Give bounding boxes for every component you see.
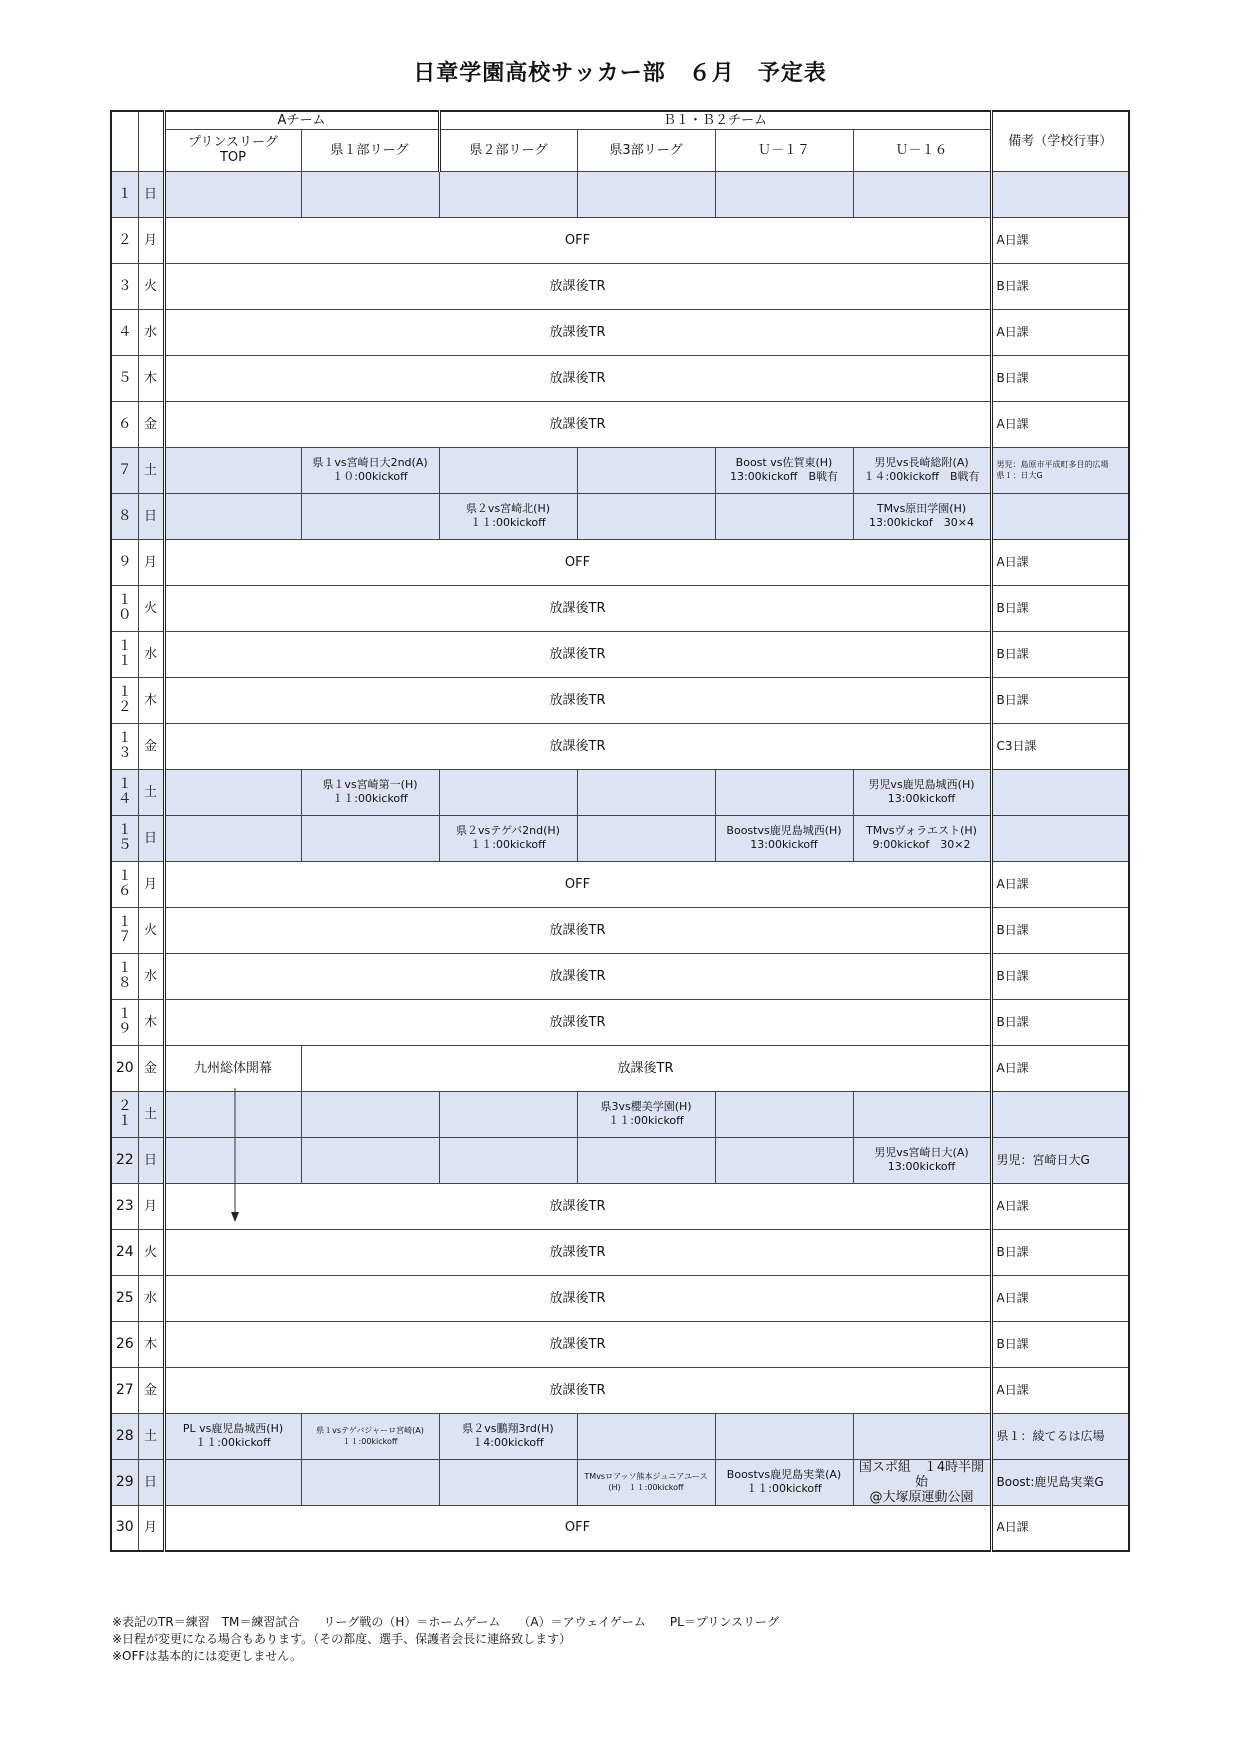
day-number: １８: [111, 953, 138, 999]
all-team-activity: 放課後TR: [164, 1321, 991, 1367]
schedule-row: [111, 999, 1129, 1045]
pref-div2-cell: 県２vs鵬翔3rd(H) １4:00kickoff: [439, 1413, 577, 1459]
weekday: 月: [138, 861, 164, 907]
pref-div3-cell: [577, 815, 715, 861]
all-team-activity: 放課後TR: [164, 631, 991, 677]
header-blank: [111, 111, 138, 171]
day-number: 20: [111, 1045, 138, 1091]
remarks-cell: C3日課: [991, 723, 1129, 769]
weekday: 火: [138, 585, 164, 631]
all-team-activity: 放課後TR: [164, 723, 991, 769]
day-number: １１: [111, 631, 138, 677]
schedule-row: [111, 1183, 1129, 1229]
pref-div1-cell: [301, 1137, 439, 1183]
u16-cell: 男児vs長崎総附(A) １４:00kickoff B戦有: [853, 447, 991, 493]
schedule-row: [111, 493, 1129, 539]
weekday: 月: [138, 1505, 164, 1551]
pref-div1-cell: 県１vs宮崎第一(H) １１:00kickoff: [301, 769, 439, 815]
all-team-activity: 放課後TR: [164, 263, 991, 309]
remarks-cell: [991, 1091, 1129, 1137]
day-number: １０: [111, 585, 138, 631]
remarks-cell: B日課: [991, 953, 1129, 999]
remarks-cell: B日課: [991, 263, 1129, 309]
day-number: ８: [111, 493, 138, 539]
day-number: １３: [111, 723, 138, 769]
footnote: ※表記のTR＝練習 TM＝練習試合 リーグ戦の（H）＝ホームゲーム （A）＝アウェイゲーム PL＝プリンスリーグ: [112, 1615, 780, 1629]
all-team-activity: 放課後TR: [164, 999, 991, 1045]
all-team-activity: OFF: [164, 217, 991, 263]
remarks-cell: A日課: [991, 217, 1129, 263]
weekday: 木: [138, 999, 164, 1045]
weekday: 金: [138, 1367, 164, 1413]
weekday: 木: [138, 677, 164, 723]
day-number: 27: [111, 1367, 138, 1413]
all-team-activity: 放課後TR: [164, 1229, 991, 1275]
remarks-cell: A日課: [991, 861, 1129, 907]
pref-div1-cell: [301, 1091, 439, 1137]
weekday: 水: [138, 953, 164, 999]
weekday: 水: [138, 1275, 164, 1321]
pref-div1-cell: 県１vsテゲバジャーロ宮崎(A) １１:00kickoff: [301, 1413, 439, 1459]
pref-div1-cell: [301, 493, 439, 539]
remarks-cell: [991, 815, 1129, 861]
schedule-row: [111, 677, 1129, 723]
page-title: 日章学園高校サッカー部 ６月 予定表: [413, 61, 827, 86]
pref-div3-cell: TMvsロアッソ熊本ジュニアユース(H) １１:00kickoff: [577, 1459, 715, 1505]
schedule-row: [111, 1137, 1129, 1183]
weekday: 月: [138, 539, 164, 585]
header-u16: Ｕ－１６: [853, 129, 991, 171]
pref-div2-cell: [439, 1091, 577, 1137]
header-pref-div1: 県１部リーグ: [301, 129, 439, 171]
u16-cell: [853, 1413, 991, 1459]
day-number: 22: [111, 1137, 138, 1183]
weekday: 月: [138, 1183, 164, 1229]
footnotes: [112, 1614, 779, 1665]
pref-div3-cell: [577, 171, 715, 217]
day-number: 25: [111, 1275, 138, 1321]
weekday: 日: [138, 1137, 164, 1183]
pref-div2-cell: [439, 769, 577, 815]
u16-cell: TMvsヴォラエスト(H) 9:00kickof 30×2: [853, 815, 991, 861]
remarks-cell: A日課: [991, 401, 1129, 447]
u16-cell: [853, 1091, 991, 1137]
schedule-row: [111, 1229, 1129, 1275]
schedule-row: [111, 1275, 1129, 1321]
schedule-row: [111, 447, 1129, 493]
prince-league-cell: [164, 493, 301, 539]
schedule-table: [110, 110, 1130, 1552]
day-number: ５: [111, 355, 138, 401]
u16-cell: 男児vs鹿児島城西(H) 13:00kickoff: [853, 769, 991, 815]
weekday: 木: [138, 1321, 164, 1367]
remarks-cell: A日課: [991, 1367, 1129, 1413]
all-team-activity: OFF: [164, 1505, 991, 1551]
weekday: 火: [138, 1229, 164, 1275]
day-number: ３: [111, 263, 138, 309]
weekday: 水: [138, 631, 164, 677]
all-team-activity: 放課後TR: [164, 677, 991, 723]
schedule-row: [111, 1459, 1129, 1505]
header-team-b: Ｂ１・Ｂ２チーム: [439, 111, 991, 129]
pref-div2-cell: 県２vs宮崎北(H) １１:00kickoff: [439, 493, 577, 539]
prince-league-cell: 九州総体開幕: [164, 1045, 301, 1091]
all-team-activity: 放課後TR: [164, 585, 991, 631]
day-number: 30: [111, 1505, 138, 1551]
schedule-row: [111, 217, 1129, 263]
remarks-cell: B日課: [991, 999, 1129, 1045]
remarks-cell: 男児：島原市平成町多目的広場 県１：日大G: [991, 447, 1129, 493]
schedule-row: [111, 631, 1129, 677]
schedule-row: [111, 1413, 1129, 1459]
remarks-cell: B日課: [991, 677, 1129, 723]
remarks-cell: B日課: [991, 355, 1129, 401]
remarks-cell: A日課: [991, 1505, 1129, 1551]
remarks-cell: B日課: [991, 631, 1129, 677]
header-blank: [138, 111, 164, 171]
day-number: 28: [111, 1413, 138, 1459]
schedule-row: [111, 769, 1129, 815]
pref-div2-cell: [439, 1459, 577, 1505]
u16-cell: 男児vs宮崎日大(A) 13:00kickoff: [853, 1137, 991, 1183]
weekday: 日: [138, 493, 164, 539]
u17-cell: [715, 1137, 853, 1183]
prince-league-cell: [164, 815, 301, 861]
all-team-activity: 放課後TR: [164, 309, 991, 355]
pref-div1-cell: [301, 1459, 439, 1505]
weekday: 土: [138, 1091, 164, 1137]
pref-div1-cell: [301, 171, 439, 217]
weekday: 月: [138, 217, 164, 263]
schedule-row: [111, 1367, 1129, 1413]
header-pref-div2: 県２部リーグ: [439, 129, 577, 171]
schedule-row: [111, 1091, 1129, 1137]
arrow-down-icon: [230, 1088, 240, 1222]
weekday: 金: [138, 401, 164, 447]
weekday: 日: [138, 1459, 164, 1505]
day-number: １９: [111, 999, 138, 1045]
weekday: 木: [138, 355, 164, 401]
weekday: 水: [138, 309, 164, 355]
day-number: 29: [111, 1459, 138, 1505]
weekday: 火: [138, 907, 164, 953]
day-number: ９: [111, 539, 138, 585]
schedule-row: [111, 861, 1129, 907]
remarks-cell: 男児：宮崎日大G: [991, 1137, 1129, 1183]
day-number: １６: [111, 861, 138, 907]
weekday: 土: [138, 769, 164, 815]
pref-div3-cell: 県3vs櫻美学園(H) １１:00kickoff: [577, 1091, 715, 1137]
schedule-row: [111, 263, 1129, 309]
all-team-activity: 放課後TR: [164, 1275, 991, 1321]
schedule-row: [111, 171, 1129, 217]
footnote: ※OFFは基本的には変更しません。: [112, 1649, 303, 1663]
remarks-cell: B日課: [991, 907, 1129, 953]
all-team-activity: 放課後TR: [164, 355, 991, 401]
day-number: １: [111, 171, 138, 217]
day-number: 24: [111, 1229, 138, 1275]
weekday: 土: [138, 1413, 164, 1459]
remarks-cell: A日課: [991, 309, 1129, 355]
schedule-row: [111, 401, 1129, 447]
schedule-row: [111, 309, 1129, 355]
prince-league-cell: [164, 171, 301, 217]
all-team-activity: 放課後TR: [164, 953, 991, 999]
u17-cell: Boostvs鹿児島城西(H) 13:00kickoff: [715, 815, 853, 861]
all-team-activity: 放課後TR: [164, 1367, 991, 1413]
u17-cell: [715, 171, 853, 217]
header-team-a: Aチーム: [164, 111, 439, 129]
u16-cell: [853, 171, 991, 217]
day-number: ４: [111, 309, 138, 355]
schedule-row: [111, 907, 1129, 953]
remarks-cell: Boost:鹿児島実業G: [991, 1459, 1129, 1505]
day-number: １４: [111, 769, 138, 815]
all-team-activity: 放課後TR: [164, 401, 991, 447]
u17-cell: [715, 1413, 853, 1459]
u17-cell: [715, 493, 853, 539]
u17-cell: [715, 1091, 853, 1137]
day-number: 26: [111, 1321, 138, 1367]
schedule-row: [111, 1321, 1129, 1367]
u16-cell: 国スポ組 １4時半開始 @大塚原運動公園: [853, 1459, 991, 1505]
schedule-row: [111, 355, 1129, 401]
pref-div3-cell: [577, 1137, 715, 1183]
remarks-cell: A日課: [991, 1045, 1129, 1091]
prince-league-cell: PL vs鹿児島城西(H) １１:00kickoff: [164, 1413, 301, 1459]
remarks-cell: B日課: [991, 585, 1129, 631]
pref-div3-cell: [577, 1413, 715, 1459]
u17-cell: [715, 769, 853, 815]
other-teams-activity: 放課後TR: [301, 1045, 991, 1091]
day-number: ２１: [111, 1091, 138, 1137]
weekday: 火: [138, 263, 164, 309]
remarks-cell: B日課: [991, 1321, 1129, 1367]
prince-league-cell: [164, 447, 301, 493]
weekday: 日: [138, 815, 164, 861]
u17-cell: Boostvs鹿児島実業(A) １１:00kickoff: [715, 1459, 853, 1505]
remarks-cell: 県１：綾てるは広場: [991, 1413, 1129, 1459]
all-team-activity: 放課後TR: [164, 907, 991, 953]
pref-div2-cell: [439, 1137, 577, 1183]
u17-cell: Boost vs佐賀東(H) 13:00kickoff B戦有: [715, 447, 853, 493]
pref-div3-cell: [577, 447, 715, 493]
weekday: 金: [138, 1045, 164, 1091]
prince-league-cell: [164, 1459, 301, 1505]
pref-div2-cell: 県２vsテゲバ2nd(H) １１:00kickoff: [439, 815, 577, 861]
remarks-cell: B日課: [991, 1229, 1129, 1275]
day-number: ７: [111, 447, 138, 493]
header-prince-league: プリンスリーグ TOP: [164, 129, 301, 171]
header-u17: Ｕ－１７: [715, 129, 853, 171]
pref-div1-cell: [301, 815, 439, 861]
all-team-activity: 放課後TR: [164, 1183, 991, 1229]
schedule-row: [111, 1045, 1129, 1091]
day-number: 23: [111, 1183, 138, 1229]
remarks-cell: A日課: [991, 539, 1129, 585]
pref-div2-cell: [439, 447, 577, 493]
pref-div3-cell: [577, 493, 715, 539]
header-remarks: 備考（学校行事）: [991, 111, 1129, 171]
remarks-cell: [991, 171, 1129, 217]
schedule-row: [111, 815, 1129, 861]
pref-div3-cell: [577, 769, 715, 815]
remarks-cell: [991, 769, 1129, 815]
weekday: 金: [138, 723, 164, 769]
pref-div2-cell: [439, 171, 577, 217]
header-pref-div3: 県3部リーグ: [577, 129, 715, 171]
pref-div1-cell: 県１vs宮崎日大2nd(A) １０:00kickoff: [301, 447, 439, 493]
weekday: 土: [138, 447, 164, 493]
all-team-activity: OFF: [164, 539, 991, 585]
remarks-cell: [991, 493, 1129, 539]
remarks-cell: A日課: [991, 1183, 1129, 1229]
all-team-activity: OFF: [164, 861, 991, 907]
schedule-row: [111, 953, 1129, 999]
day-number: １７: [111, 907, 138, 953]
day-number: ６: [111, 401, 138, 447]
day-number: ２: [111, 217, 138, 263]
prince-league-cell: [164, 769, 301, 815]
schedule-row: [111, 1505, 1129, 1551]
weekday: 日: [138, 171, 164, 217]
day-number: １５: [111, 815, 138, 861]
schedule-row: [111, 539, 1129, 585]
schedule-row: [111, 723, 1129, 769]
footnote: ※日程が変更になる場合もあります。（その都度、選手、保護者会長に連絡致します）: [112, 1632, 572, 1646]
day-number: １２: [111, 677, 138, 723]
schedule-row: [111, 585, 1129, 631]
remarks-cell: A日課: [991, 1275, 1129, 1321]
u16-cell: TMvs原田学園(H) 13:00kickof 30×4: [853, 493, 991, 539]
